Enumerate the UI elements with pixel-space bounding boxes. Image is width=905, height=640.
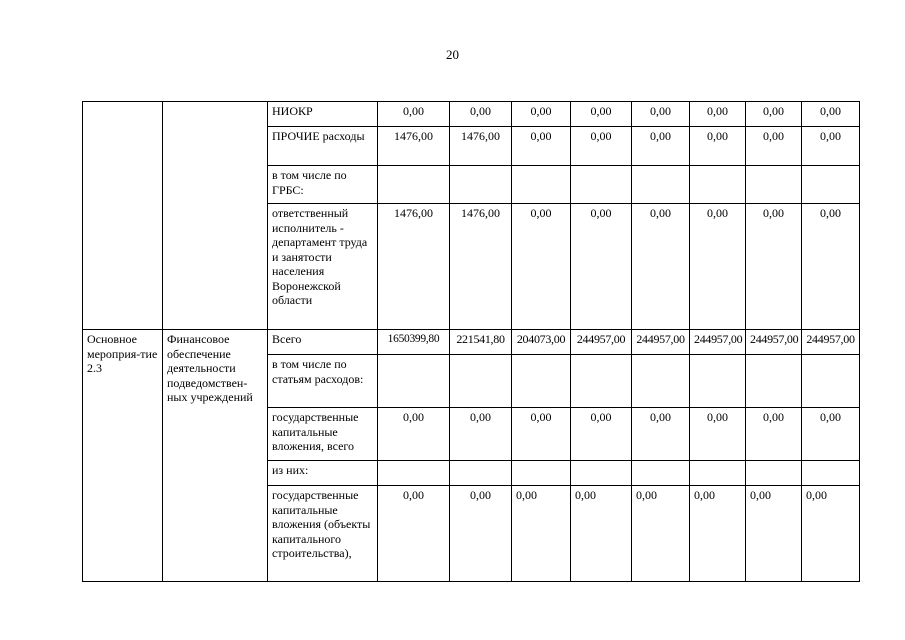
row-label: НИОКР [268,102,378,127]
value-cell: 0,00 [632,486,690,582]
value-cell [690,166,746,204]
page-number: 20 [446,47,459,62]
value-cell [571,355,632,408]
value-cell: 204073,00 [512,330,571,355]
value-cell: 0,00 [690,486,746,582]
value-cell [690,461,746,486]
value-cell [571,166,632,204]
value-cell [378,461,450,486]
value-cell [802,166,860,204]
value-cell: 0,00 [802,127,860,166]
status-cell: Основное мероприя-тие 2.3 [83,330,163,582]
row-label: государственные капитальные вложения (объекты капитального строительства), [268,486,378,582]
value-cell: 0,00 [746,408,802,461]
value-cell [746,355,802,408]
value-cell: 0,00 [632,408,690,461]
value-cell: 0,00 [378,486,450,582]
value-cell [450,166,512,204]
value-cell: 0,00 [571,408,632,461]
value-cell: 0,00 [571,127,632,166]
table-row [83,102,860,127]
value-cell: 0,00 [632,102,690,127]
value-cell: 0,00 [450,486,512,582]
value-cell [378,355,450,408]
value-cell: 0,00 [571,204,632,330]
value-cell: 0,00 [802,102,860,127]
value-cell: 1476,00 [450,204,512,330]
value-cell: 244957,00 [802,330,860,355]
value-cell [632,166,690,204]
row-label: ответственный исполнитель - департамент труда и занятости населения Воронежской области [268,204,378,330]
value-cell: 1650399,80 [378,330,450,355]
value-cell: 1476,00 [378,127,450,166]
value-cell: 0,00 [690,204,746,330]
value-cell: 0,00 [746,127,802,166]
value-cell: 0,00 [690,127,746,166]
value-cell [512,461,571,486]
value-cell: 1476,00 [378,204,450,330]
value-cell: 0,00 [632,127,690,166]
row-label: в том числе по статьям расходов: [268,355,378,408]
value-cell: 0,00 [450,102,512,127]
value-cell: 0,00 [746,486,802,582]
value-cell: 0,00 [802,486,860,582]
value-cell: 0,00 [746,102,802,127]
value-cell: 1476,00 [450,127,512,166]
value-cell: 0,00 [802,204,860,330]
row-label: в том числе по ГРБС: [268,166,378,204]
budget-table [82,101,860,582]
value-cell: 244957,00 [690,330,746,355]
value-cell: 0,00 [512,127,571,166]
value-cell: 0,00 [512,102,571,127]
status-cell-empty [83,102,163,330]
value-cell: 0,00 [690,408,746,461]
value-cell: 244957,00 [632,330,690,355]
name-cell: Финансовое обеспечение деятельности подведомствен-ных учреждений [163,330,268,582]
value-cell: 0,00 [746,204,802,330]
value-cell: 0,00 [378,408,450,461]
value-cell [746,461,802,486]
row-label: из них: [268,461,378,486]
value-cell: 244957,00 [571,330,632,355]
value-cell: 0,00 [802,408,860,461]
row-label: государственные капитальные вложения, всего [268,408,378,461]
value-cell: 0,00 [512,486,571,582]
value-cell [571,461,632,486]
row-label: Всего [268,330,378,355]
value-cell: 0,00 [571,102,632,127]
value-cell: 0,00 [571,486,632,582]
value-cell [802,461,860,486]
row-label: ПРОЧИЕ расходы [268,127,378,166]
value-cell [512,166,571,204]
value-cell [690,355,746,408]
value-cell [378,166,450,204]
value-cell [746,166,802,204]
value-cell: 244957,00 [746,330,802,355]
value-cell: 0,00 [512,408,571,461]
value-cell: 0,00 [690,102,746,127]
value-cell: 0,00 [450,408,512,461]
table-body [83,102,860,582]
value-cell: 0,00 [512,204,571,330]
value-cell [512,355,571,408]
name-cell-empty [163,102,268,330]
value-cell: 221541,80 [450,330,512,355]
value-cell [450,355,512,408]
value-cell [632,461,690,486]
value-cell [632,355,690,408]
value-cell: 0,00 [378,102,450,127]
value-cell: 0,00 [632,204,690,330]
table-row [83,330,860,355]
value-cell [450,461,512,486]
value-cell [802,355,860,408]
